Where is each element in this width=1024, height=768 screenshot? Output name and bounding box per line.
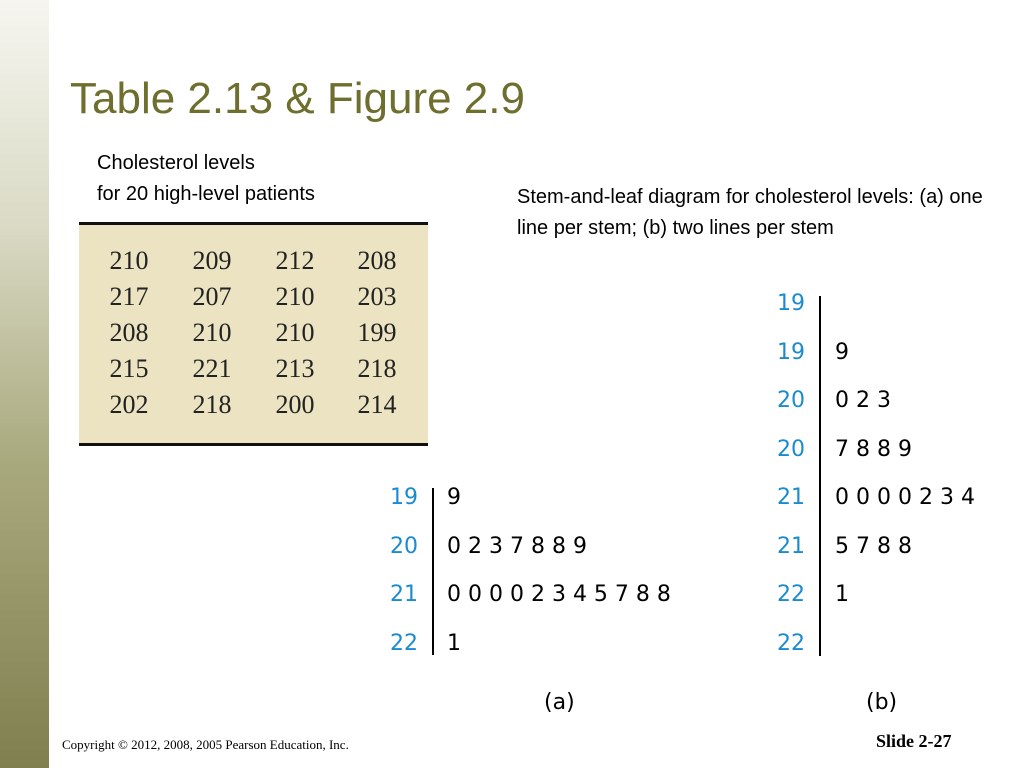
table-cell: 218 (192, 390, 232, 419)
table-cell: 215 (109, 354, 149, 383)
table-cell: 203 (357, 282, 397, 311)
leaf-values: 0 2 3 7 8 8 9 (447, 533, 587, 559)
table-cell: 217 (109, 282, 149, 311)
table-cell: 213 (275, 354, 315, 383)
table-cell: 208 (357, 246, 397, 275)
leaf-values: 9 (835, 339, 849, 365)
table-cell: 210 (275, 282, 315, 311)
table-row (79, 282, 428, 318)
stem-value: 22 (777, 630, 805, 656)
table-caption-line: Cholesterol levels (97, 152, 255, 174)
stem-value: 19 (777, 339, 805, 365)
stem-value: 21 (390, 582, 418, 607)
stem-value: 22 (777, 582, 805, 607)
table-caption (97, 148, 315, 210)
diagram-a-label: (a) (544, 690, 575, 715)
table-row (79, 318, 428, 354)
diagram-b-label: (b) (866, 690, 898, 715)
leaf-values: 0 0 0 0 2 3 4 (835, 485, 975, 510)
table-cell: 208 (109, 318, 149, 347)
table-cell: 214 (357, 390, 397, 419)
stem-value: 20 (777, 436, 805, 462)
leaf-values: 0 0 0 0 2 3 4 5 7 8 8 (447, 582, 671, 607)
table-cell: 210 (109, 246, 149, 275)
leaf-values: 5 7 8 8 (835, 533, 912, 559)
table-cell: 207 (192, 282, 232, 311)
table-cell: 202 (109, 390, 149, 419)
figure-caption: Stem-and-leaf diagram for cholesterol levels: (a) one line per stem; (b) two lines per stem (517, 186, 983, 239)
stem-leaf-divider (432, 488, 434, 655)
table-row (79, 390, 428, 426)
stem-value: 21 (777, 485, 805, 510)
table-cell: 200 (275, 390, 315, 419)
table-cell: 218 (357, 354, 397, 383)
leaf-values: 1 (835, 582, 849, 607)
slide-number: Slide 2-27 (876, 731, 952, 751)
decorative-sidebar (0, 0, 49, 768)
stem-leaf-divider (819, 296, 821, 656)
table-row (79, 354, 428, 390)
stem-value: 22 (390, 630, 418, 656)
leaf-values: 7 8 8 9 (835, 436, 912, 462)
table-cell: 199 (357, 318, 397, 347)
cholesterol-table (79, 222, 428, 446)
leaf-values: 1 (447, 630, 461, 656)
table-caption-line: for 20 high-level patients (97, 183, 315, 205)
stem-value: 20 (390, 533, 418, 559)
table-cell: 210 (192, 318, 232, 347)
stem-value: 19 (777, 291, 805, 316)
table-cell: 212 (275, 246, 315, 275)
leaf-values: 0 2 3 (835, 388, 891, 413)
table-cell: 210 (275, 318, 315, 347)
copyright-footer: Copyright © 2012, 2008, 2005 Pearson Education, Inc. (62, 737, 349, 752)
slide-title: Table 2.13 & Figure 2.9 (70, 74, 525, 123)
table-row (79, 246, 428, 282)
table-cell: 209 (192, 246, 232, 275)
table-cell: 221 (192, 354, 232, 383)
leaf-values: 9 (447, 485, 461, 510)
stem-value: 19 (390, 485, 418, 510)
stem-value: 21 (777, 533, 805, 559)
stem-value: 20 (777, 388, 805, 413)
